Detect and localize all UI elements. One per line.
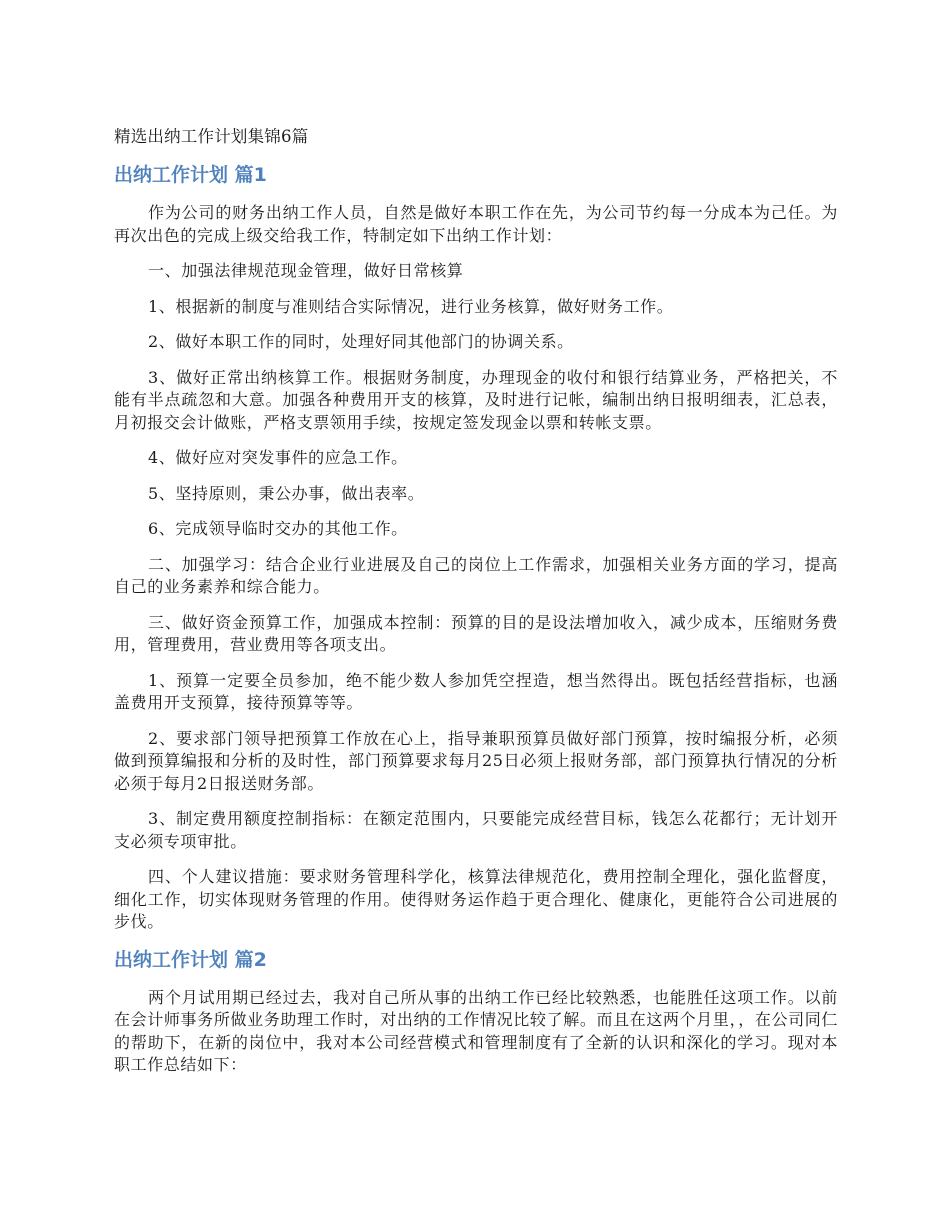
section-1 [114, 162, 838, 934]
paragraph: 两个月试用期已经过去，我对自己所从事的出纳工作已经比较熟悉，也能胜任这项工作。以前在会计师事务所做业务助理工作时，对出纳的工作情况比较了解。而且在这两个月里，，在公司同仁的帮助下，在新的岗位中，我对本公司经营模式和管理制度有了全新的认识和深化的学习。现对本职工作总结如下： [114, 987, 838, 1074]
paragraph: 2、做好本职工作的同时，处理好同其他部门的协调关系。 [148, 332, 574, 351]
paragraph: 1、根据新的制度与准则结合实际情况，进行业务核算，做好财务工作。 [148, 296, 674, 316]
paragraph: 6、完成领导临时交办的其他工作。 [148, 519, 408, 538]
paragraph: 四、个人建议措施：要求财务管理科学化，核算法律规范化，费用控制全理化，强化监督度，细化工作，切实体现财务管理的作用。使得财务运作趋于更合理化、健康化，更能符合公司进展的步伐。 [114, 867, 838, 931]
paragraph: 4、做好应对突发事件的应急工作。 [148, 448, 408, 467]
paragraph: 二、加强学习：结合企业行业进展及自己的岗位上工作需求，加强相关业务方面的学习，提高自己的业务素养和综合能力。 [114, 554, 838, 596]
paragraph: 2、要求部门领导把预算工作放在心上，指导兼职预算员做好部门预算，按时编报分析，必须做到预算编报和分析的及时性，部门预算要求每月25日必须上报财务部，部门预算执行情况的分析必须于每月2日报送财务部。 [114, 728, 838, 793]
section-2 [114, 947, 838, 1077]
paragraph: 三、做好资金预算工作，加强成本控制：预算的目的是设法增加收入，减少成本，压缩财务费用，管理费用，营业费用等各项支出。 [114, 612, 838, 654]
paragraph: 5、坚持原则，秉公办事，做出表率。 [148, 483, 425, 503]
section-heading: 出纳工作计划 篇2 [114, 948, 267, 971]
section-heading: 出纳工作计划 篇1 [114, 164, 267, 186]
paragraph: 一、加强法律规范现金管理，做好日常核算 [148, 261, 464, 280]
paragraph: 作为公司的财务出纳工作人员，自然是做好本职工作在先，为公司节约每一分成本为己任。为再次出色的完成上级交给我工作，特制定如下出纳工作计划： [114, 203, 838, 245]
document-title: 精选出纳工作计划集锦6篇 [114, 127, 309, 146]
document-page [114, 125, 838, 1090]
paragraph: 1、预算一定要全员参加，绝不能少数人参加凭空捏造，想当然得出。既包括经营指标，也涵盖费用开支预算，接待预算等等。 [114, 670, 838, 712]
paragraph: 3、制定费用额度控制指标：在额定范围内，只要能完成经营目标，钱怎么花都行；无计划开支必须专项审批。 [114, 809, 838, 851]
paragraph: 3、做好正常出纳核算工作。根据财务制度，办理现金的收付和银行结算业务，严格把关，不能有半点疏忽和大意。加强各种费用开支的核算，及时进行记帐，编制出纳日报明细表，汇总表，月初报交会计做账，严格支票领用手续，按规定签发现金以票和转帐支票。 [114, 367, 838, 432]
